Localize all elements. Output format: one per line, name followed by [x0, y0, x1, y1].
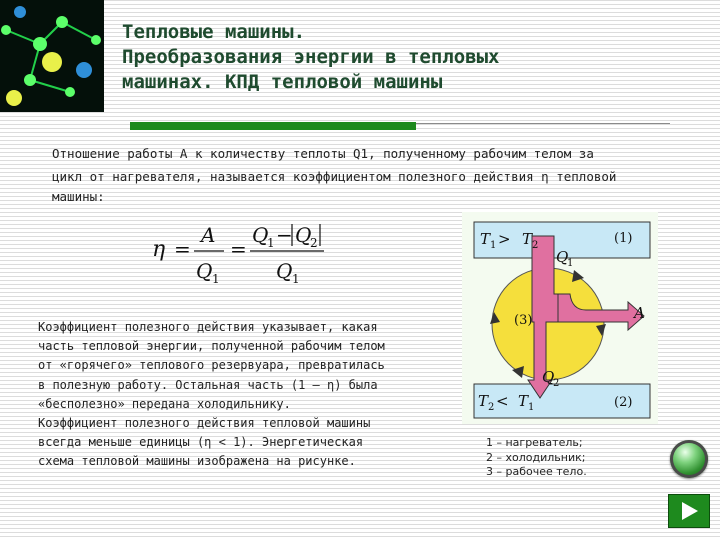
formula-equals-1: =	[174, 237, 191, 261]
hot-reservoir-number: (1)	[614, 231, 633, 246]
body-line-2: часть тепловой энергии, полученной рабочим телом	[38, 339, 385, 354]
q2-label-sub: 2	[553, 378, 560, 389]
work-label: A	[634, 304, 645, 322]
title-line-3: машинах. КПД тепловой машины	[122, 71, 443, 93]
diagram-legend	[486, 436, 666, 480]
formula-num-a: A	[201, 223, 216, 247]
legend-item-heater: 1 – нагреватель;	[486, 436, 583, 449]
body-line-5: «бесполезно» передана холодильнику.	[38, 396, 291, 411]
formula-num-q1: Q	[252, 223, 269, 247]
hot-temp-t2: T	[522, 230, 533, 248]
hot-temp-gt: >	[498, 230, 511, 248]
intro-paragraph	[52, 142, 662, 206]
efficiency-formula	[150, 212, 340, 290]
formula-den2-q1: Q	[276, 259, 293, 283]
body-line-3: от «горячего» теплового резервуара, превратилась	[38, 358, 385, 373]
intro-line-3: машины:	[52, 189, 105, 204]
home-orb-button[interactable]	[670, 440, 708, 478]
hot-temp-t2-sub: 2	[532, 240, 539, 251]
body-line-4: в полезную работу. Остальная часть (1 – η) была	[38, 377, 378, 392]
q1-label-sub: 1	[567, 258, 574, 269]
q2-label: Q	[542, 368, 555, 386]
body-line-8: схема тепловой машины изображена на рисунке.	[38, 454, 356, 469]
legend-item-working-body: 3 – рабочее тело.	[486, 465, 587, 478]
formula-minus: −	[276, 223, 293, 247]
body-line-1: Коэффициент полезного действия указывает, какая	[38, 320, 378, 334]
title-line-1: Тепловые машины.	[122, 21, 306, 43]
slide-title	[122, 20, 682, 95]
q1-label: Q	[556, 248, 569, 266]
next-slide-button[interactable]	[668, 494, 710, 528]
formula-den-q1-sub: 1	[212, 272, 220, 286]
formula-num-q2-sub: 2	[310, 236, 318, 250]
cold-temp-t1: T	[518, 392, 529, 410]
formula-equals-2: =	[230, 237, 247, 261]
intro-line-1: Отношение работы A к количеству теплоты Q1, полученному рабочим телом за	[52, 146, 594, 161]
formula-eta: η	[152, 237, 166, 262]
cold-temp-t2-sub: 2	[488, 402, 495, 413]
body-line-6: Коэффициент полезного действия тепловой машины	[38, 416, 371, 431]
formula-den-q1: Q	[196, 259, 213, 283]
formula-num-q2: Q	[295, 223, 312, 247]
hot-temp-t1: T	[480, 230, 491, 248]
efficiency-explanation	[38, 318, 426, 472]
formula-den2-q1-sub: 1	[292, 272, 300, 286]
title-accent-bar	[130, 122, 416, 130]
cold-reservoir-number: (2)	[614, 395, 633, 410]
cold-temp-t1-sub: 1	[528, 402, 535, 413]
working-body-number: (3)	[514, 313, 533, 328]
legend-item-cooler: 2 – холодильник;	[486, 450, 586, 464]
body-line-7: всегда меньше единицы (η < 1). Энергетическая	[38, 435, 364, 450]
title-line-2: Преобразования энергии в тепловых	[122, 46, 500, 68]
cold-temp-lt: <	[496, 392, 509, 410]
formula-num-q1-sub: 1	[267, 236, 275, 250]
corner-decoration	[0, 0, 104, 112]
molecule-art	[0, 0, 104, 112]
hot-temp-t1-sub: 1	[490, 240, 497, 251]
heat-engine-diagram	[462, 212, 658, 424]
cold-temp-t2: T	[478, 392, 489, 410]
intro-line-2: цикл от нагревателя, называется коэффициентом полезного действия η тепловой	[52, 169, 617, 184]
